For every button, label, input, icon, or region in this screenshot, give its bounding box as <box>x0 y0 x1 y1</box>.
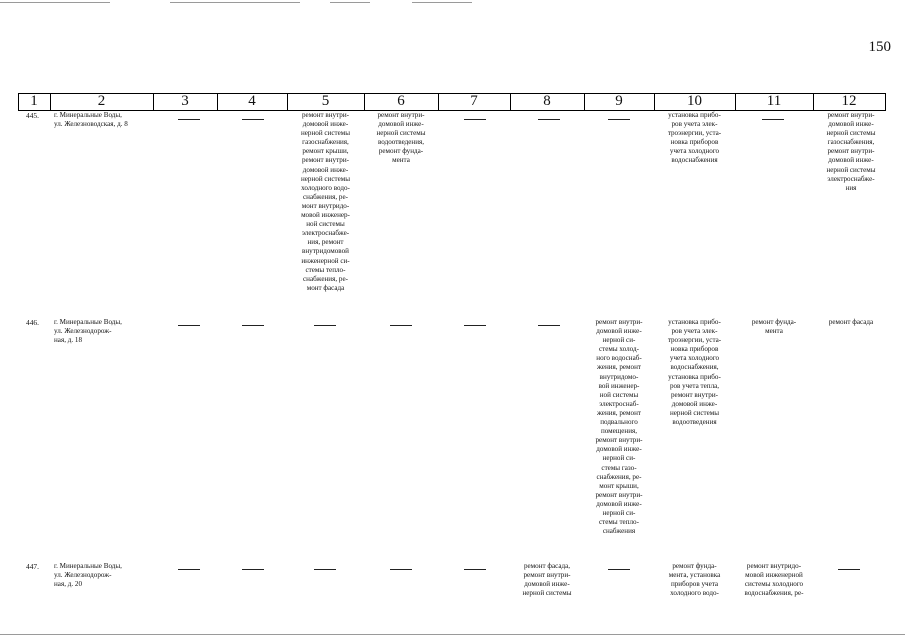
works-cell: ремонт внутри- домовой инже- нерной системы газоснабжения, ремонт крыши, ремонт внутри- домовой инже- нерной системы холодного водо- снабжения, ре- монт внутридо- мовой инженер- ной системы электроснабже- ния, ремонт внутридомовой инженерной си- стемы тепло- снабжения, ре- монт фасада <box>300 111 350 292</box>
column-divider <box>885 93 886 110</box>
empty-dash <box>242 569 264 570</box>
empty-dash <box>464 325 486 326</box>
empty-dash <box>838 569 860 570</box>
address-cell: г. Минеральные Воды, ул. Железнодорож- ная, д. 20 <box>54 562 122 589</box>
column-header-9: 9 <box>615 93 623 109</box>
works-cell: ремонт внутри- домовой инже- нерной системы газоснабжения, ремонт внутри- домовой инже- нерной системы электроснабже- ния <box>826 111 876 192</box>
empty-dash <box>314 325 336 326</box>
column-header-8: 8 <box>543 93 551 109</box>
empty-dash <box>178 569 200 570</box>
empty-dash <box>390 325 412 326</box>
empty-dash <box>178 119 200 120</box>
column-header-1: 1 <box>30 93 38 109</box>
scan-artifact-bottom-line <box>0 634 905 635</box>
column-header-10: 10 <box>687 93 702 109</box>
empty-dash <box>178 325 200 326</box>
scan-artifact-top-line <box>170 2 300 3</box>
empty-dash <box>762 119 784 120</box>
empty-dash <box>242 119 264 120</box>
row-number: 447. <box>26 562 39 571</box>
column-header-12: 12 <box>841 93 857 109</box>
empty-dash <box>538 119 560 120</box>
empty-dash <box>464 119 486 120</box>
column-header-4: 4 <box>248 93 256 109</box>
empty-dash <box>464 569 486 570</box>
works-cell: ремонт фасада <box>828 318 874 326</box>
column-header-5: 5 <box>321 93 330 109</box>
works-cell: установка прибо- ров учета элек- троэнергии, уста- новка приборов учета холодного водоснабжения, установка прибо- ров учета тепла, ремонт внутри- домовой инже- нерной системы водоотведения <box>667 318 722 427</box>
page-number: 150 <box>868 39 891 55</box>
works-cell: ремонт внутридо- мовой инженерной системы холодного водоснабжения, ре- <box>744 562 804 598</box>
works-cell: ремонт фунда- мента, установка приборов учета холодного водо- <box>668 562 721 598</box>
works-cell: установка прибо- ров учета элек- троэнергии, уста- новка приборов учета холодного водоснабжения <box>667 111 722 165</box>
row-number: 446. <box>26 318 39 327</box>
header-bottom-border <box>18 110 886 111</box>
scan-artifact-top-line <box>412 2 472 3</box>
column-header-7: 7 <box>470 93 478 109</box>
works-cell: ремонт внутри- домовой инже- нерной си- стемы холод- ного водоснаб- жения, ремонт внутридомо- вой инженер- ной системы электроснаб- жения, ремонт подвального помещения, ремонт внутри- домовой инже- нерной си- стемы газо- снабжения, ре- монт крыши, ремонт внутри- домовой инже- нерной си- стемы тепло- снабжения <box>595 318 643 536</box>
address-cell: г. Минеральные Воды, ул. Железнодорож- ная, д. 18 <box>54 318 122 345</box>
works-cell: ремонт фасада, ремонт внутри- домовой инже- нерной системы <box>522 562 572 598</box>
empty-dash <box>314 569 336 570</box>
row-number: 445. <box>26 111 39 120</box>
address-cell: г. Минеральные Воды, ул. Железноводская, д. 8 <box>54 111 128 129</box>
column-header-11: 11 <box>766 93 782 109</box>
empty-dash <box>608 569 630 570</box>
column-header-6: 6 <box>397 93 405 109</box>
empty-dash <box>242 325 264 326</box>
empty-dash <box>608 119 630 120</box>
scan-artifact-top-line <box>330 2 370 3</box>
column-header-3: 3 <box>181 93 189 109</box>
column-header-2: 2 <box>97 93 106 109</box>
scan-artifact-top-line <box>0 2 110 3</box>
works-cell: ремонт внутри- домовой инже- нерной системы водоотведения, ремонт фунда- мента <box>376 111 426 165</box>
works-cell: ремонт фунда- мента <box>751 318 797 336</box>
empty-dash <box>538 325 560 326</box>
empty-dash <box>390 569 412 570</box>
